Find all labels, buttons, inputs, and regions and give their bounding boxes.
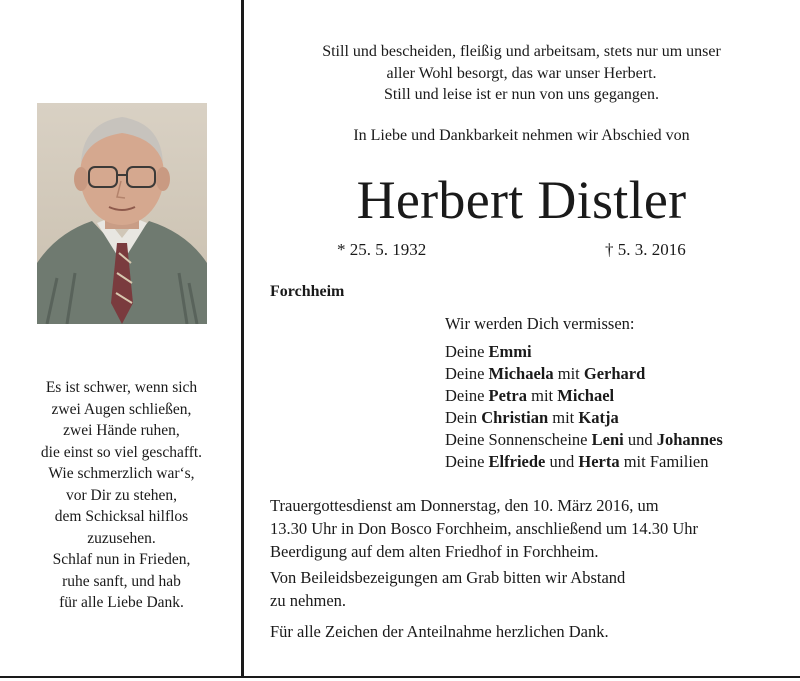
service-line: 13.30 Uhr in Don Bosco Forchheim, anschließend um 14.30 Uhr: [270, 519, 699, 538]
place-name: Forchheim: [270, 283, 345, 300]
mourner-text: Deine: [445, 364, 489, 383]
mourner-line: [445, 451, 723, 473]
motto: [243, 41, 800, 106]
condolence-line: Von Beileidsbezeigungen am Grab bitten wir Abstand: [270, 568, 626, 587]
poem-line: vor Dir zu stehen,: [65, 486, 178, 504]
service-line: Beerdigung auf dem alten Friedhof in Forchheim.: [270, 542, 599, 561]
death-date: † 5. 3. 2016: [605, 240, 686, 259]
mourner-name: Christian: [481, 408, 549, 427]
poem-line: ruhe sanft, und hab: [62, 572, 181, 590]
mourner-line: [445, 341, 723, 363]
portrait-photo: [37, 103, 207, 324]
poem-line: Schlaf nun in Frieden,: [52, 551, 191, 568]
mourner-text: mit: [527, 386, 558, 405]
mourner-name: Katja: [578, 408, 619, 427]
mourner-text: mit: [548, 408, 579, 427]
service-info: [270, 494, 698, 563]
poem-line: zuzusehen.: [87, 529, 156, 547]
mourner-text: mit: [553, 364, 584, 383]
poem-line: Wie schmerzlich war‘s,: [48, 465, 195, 482]
mourner-text: Deine: [445, 386, 489, 405]
mourner-line: [445, 385, 723, 407]
mourners-heading: Wir werden Dich vermissen:: [445, 314, 635, 333]
mourner-name: Michael: [557, 386, 615, 405]
thanks-note: [270, 620, 609, 643]
mourner-name: Michaela: [488, 364, 554, 383]
mourner-text: und: [623, 430, 657, 449]
mourner-name: Emmi: [488, 342, 532, 361]
mourners-list: [445, 313, 723, 473]
poem-line: zwei Augen schließen,: [51, 400, 192, 418]
mourner-text: Dein: [445, 408, 482, 427]
birth-date: * 25. 5. 1932: [337, 240, 427, 259]
mourner-name: Elfriede: [488, 452, 546, 471]
motto-line: aller Wohl besorgt, das war unser Herbert.: [386, 64, 657, 82]
mourner-line: [445, 429, 723, 451]
mourner-name: Petra: [488, 386, 528, 405]
mourner-text: und: [545, 452, 579, 471]
mourner-name: Leni: [591, 430, 624, 449]
poem-line: zwei Hände ruhen,: [63, 422, 180, 439]
thanks-line: Für alle Zeichen der Anteilnahme herzlichen Dank.: [270, 622, 609, 641]
mourner-text: Deine: [445, 342, 489, 361]
poem-line: die einst so viel geschafft.: [40, 443, 203, 461]
deceased-name: Herbert Distler: [356, 170, 687, 230]
mourner-name: Gerhard: [583, 364, 646, 383]
condolence-note: [270, 566, 625, 612]
poem: [0, 377, 243, 614]
mourner-line: [445, 407, 723, 429]
mourner-name: Johannes: [656, 430, 723, 449]
mourner-name: Herta: [578, 452, 620, 471]
farewell-intro: In Liebe und Dankbarkeit nehmen wir Abschied von: [353, 127, 690, 144]
mourner-text: mit Familien: [619, 452, 709, 471]
motto-line: Still und leise ist er nun von uns gegangen.: [383, 86, 660, 103]
poem-line: für alle Liebe Dank.: [59, 594, 184, 611]
condolence-line: zu nehmen.: [270, 591, 347, 610]
motto-line: Still und bescheiden, fleißig und arbeitsam, stets nur um unser: [322, 43, 721, 60]
mourner-line: [445, 363, 723, 385]
mourner-text: Deine Sonnenscheine: [445, 430, 592, 449]
poem-line: Es ist schwer, wenn sich: [45, 379, 198, 396]
poem-line: dem Schicksal hilflos: [54, 508, 189, 525]
mourner-text: Deine: [445, 452, 489, 471]
service-line: Trauergottesdienst am Donnerstag, den 10. März 2016, um: [270, 496, 659, 515]
